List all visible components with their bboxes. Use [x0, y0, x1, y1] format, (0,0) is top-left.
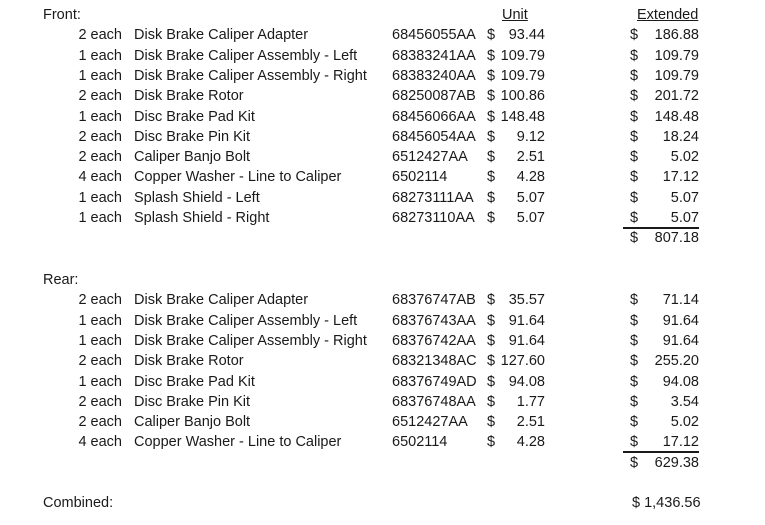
row-unit-price: 2.51	[516, 414, 545, 431]
extended-currency-symbol: $	[630, 393, 639, 410]
row-part-number: 68250087AB	[392, 88, 476, 105]
row-extended-price: 148.48	[654, 108, 699, 125]
row-description: Disk Brake Caliper Assembly - Right	[134, 332, 367, 349]
row-extended-price: 109.79	[654, 67, 699, 84]
row-unit-price: 1.77	[516, 393, 545, 410]
unit-currency-symbol: $	[487, 210, 496, 226]
row-unit-price: 94.08	[508, 373, 545, 390]
extended-currency-symbol: $	[630, 189, 639, 206]
row-unit-price: 5.07	[516, 210, 545, 226]
row-unit-price: 93.44	[508, 27, 545, 44]
section-label: Front:	[43, 7, 81, 23]
row-quantity: 1 each	[78, 332, 122, 349]
row-part-number: 6502114	[392, 434, 448, 451]
row-part-number: 6512427AA	[392, 414, 468, 431]
row-quantity: 2 each	[78, 149, 122, 166]
row-unit-price: 91.64	[508, 332, 545, 349]
row-part-number: 68273111AA	[392, 189, 474, 206]
row-description: Disc Brake Pin Kit	[134, 128, 251, 145]
section-label: Rear:	[43, 272, 79, 288]
row-quantity: 2 each	[78, 414, 122, 431]
extended-currency-symbol: $	[630, 414, 639, 431]
combined-total: $ 1,436.56	[632, 495, 701, 511]
subtotal-topline	[623, 228, 699, 229]
row-unit-price: 109.79	[500, 47, 545, 64]
extended-currency-symbol: $	[630, 47, 639, 64]
row-description: Splash Shield - Right	[134, 210, 270, 226]
row-part-number: 68376747AB	[392, 292, 476, 309]
row-part-number: 68383240AA	[392, 67, 476, 84]
row-description: Disk Brake Caliper Adapter	[134, 292, 309, 309]
unit-currency-symbol: $	[487, 292, 496, 309]
row-description: Splash Shield - Left	[134, 189, 260, 206]
row-extended-price: 94.08	[662, 373, 699, 390]
row-extended-price: 109.79	[654, 47, 699, 64]
unit-currency-symbol: $	[487, 434, 496, 451]
unit-currency-symbol: $	[487, 414, 496, 431]
extended-currency-symbol: $	[630, 373, 639, 390]
extended-column-header: Extended	[637, 7, 699, 23]
unit-currency-symbol: $	[487, 47, 496, 64]
row-description: Disk Brake Caliper Adapter	[134, 27, 309, 44]
extended-currency-symbol: $	[630, 332, 639, 349]
row-unit-price: 109.79	[500, 67, 545, 84]
row-quantity: 2 each	[78, 27, 122, 44]
row-extended-price: 5.02	[670, 414, 699, 431]
row-part-number: 68456066AA	[392, 108, 476, 125]
row-description: Disk Brake Rotor	[134, 88, 244, 105]
combined-label: Combined:	[43, 495, 114, 511]
unit-currency-symbol: $	[487, 149, 496, 166]
row-quantity: 2 each	[78, 88, 122, 105]
row-quantity: 1 each	[78, 47, 122, 64]
row-unit-price: 91.64	[508, 312, 545, 329]
unit-currency-symbol: $	[487, 108, 496, 125]
row-extended-price: 91.64	[662, 312, 699, 329]
row-description: Disc Brake Pin Kit	[134, 393, 251, 410]
unit-currency-symbol: $	[487, 27, 496, 44]
row-unit-price: 35.57	[508, 292, 545, 309]
subtotal-currency-symbol: $	[630, 230, 639, 247]
subtotal-currency-symbol: $	[630, 454, 639, 471]
row-extended-price: 17.12	[662, 169, 699, 186]
extended-currency-symbol: $	[630, 353, 639, 370]
row-unit-price: 127.60	[500, 353, 545, 370]
unit-currency-symbol: $	[487, 189, 496, 206]
row-extended-price: 255.20	[654, 353, 699, 370]
row-description: Disc Brake Pad Kit	[134, 373, 255, 390]
row-part-number: 6512427AA	[392, 149, 468, 166]
row-description: Disc Brake Pad Kit	[134, 108, 255, 125]
row-extended-price: 17.12	[662, 434, 699, 451]
extended-currency-symbol: $	[630, 169, 639, 186]
unit-currency-symbol: $	[487, 128, 496, 145]
extended-currency-symbol: $	[630, 27, 639, 44]
extended-currency-symbol: $	[630, 312, 639, 329]
extended-currency-symbol: $	[630, 88, 639, 105]
row-part-number: 68376743AA	[392, 312, 476, 329]
extended-currency-symbol: $	[630, 210, 639, 226]
unit-currency-symbol: $	[487, 312, 496, 329]
extended-currency-symbol: $	[630, 128, 639, 145]
row-description: Copper Washer - Line to Caliper	[134, 169, 342, 186]
row-part-number: 68456055AA	[392, 27, 476, 44]
row-quantity: 1 each	[78, 189, 122, 206]
unit-column-header: Unit	[502, 7, 528, 23]
unit-currency-symbol: $	[487, 393, 496, 410]
row-description: Disk Brake Caliper Assembly - Left	[134, 312, 358, 329]
row-unit-price: 100.86	[500, 88, 545, 105]
row-quantity: 2 each	[78, 128, 122, 145]
row-extended-price: 5.07	[670, 210, 699, 226]
extended-currency-symbol: $	[630, 434, 639, 451]
row-part-number: 68376742AA	[392, 332, 476, 349]
unit-currency-symbol: $	[487, 169, 496, 186]
row-extended-price: 91.64	[662, 332, 699, 349]
row-quantity: 2 each	[78, 292, 122, 309]
row-unit-price: 5.07	[516, 189, 545, 206]
row-extended-price: 71.14	[662, 292, 699, 309]
row-part-number: 6502114	[392, 169, 448, 186]
section-subtotal: 807.18	[654, 230, 699, 247]
row-quantity: 1 each	[78, 210, 122, 226]
row-part-number: 68321348AC	[392, 353, 477, 370]
unit-currency-symbol: $	[487, 353, 496, 370]
row-description: Caliper Banjo Bolt	[134, 414, 251, 431]
row-description: Disk Brake Caliper Assembly - Right	[134, 67, 367, 84]
unit-currency-symbol: $	[487, 332, 496, 349]
row-extended-price: 18.24	[662, 128, 699, 145]
row-description: Disk Brake Rotor	[134, 353, 244, 370]
row-quantity: 4 each	[78, 169, 122, 186]
row-description: Disk Brake Caliper Assembly - Left	[134, 47, 358, 64]
unit-currency-symbol: $	[487, 88, 496, 105]
extended-currency-symbol: $	[630, 108, 639, 125]
extended-currency-symbol: $	[630, 149, 639, 166]
row-extended-price: 3.54	[670, 393, 699, 410]
row-extended-price: 201.72	[654, 88, 699, 105]
row-description: Copper Washer - Line to Caliper	[134, 434, 342, 451]
row-unit-price: 148.48	[500, 108, 545, 125]
row-extended-price: 5.07	[670, 189, 699, 206]
extended-currency-symbol: $	[630, 292, 639, 309]
row-quantity: 1 each	[78, 312, 122, 329]
row-unit-price: 2.51	[516, 149, 545, 166]
extended-currency-symbol: $	[630, 67, 639, 84]
row-quantity: 1 each	[78, 108, 122, 125]
row-quantity: 2 each	[78, 393, 122, 410]
row-part-number: 68456054AA	[392, 128, 476, 145]
row-quantity: 4 each	[78, 434, 122, 451]
row-quantity: 2 each	[78, 353, 122, 370]
row-unit-price: 9.12	[516, 128, 545, 145]
unit-currency-symbol: $	[487, 67, 496, 84]
row-unit-price: 4.28	[516, 434, 545, 451]
row-description: Caliper Banjo Bolt	[134, 149, 251, 166]
unit-currency-symbol: $	[487, 373, 496, 390]
row-extended-price: 5.02	[670, 149, 699, 166]
row-extended-price: 186.88	[654, 27, 699, 44]
row-part-number: 68383241AA	[392, 47, 476, 64]
row-quantity: 1 each	[78, 67, 122, 84]
section-subtotal: 629.38	[654, 454, 699, 471]
row-part-number: 68376749AD	[392, 373, 477, 390]
row-unit-price: 4.28	[516, 169, 545, 186]
row-part-number: 68376748AA	[392, 393, 476, 410]
row-part-number: 68273110AA	[392, 210, 475, 226]
subtotal-topline	[623, 452, 699, 453]
row-quantity: 1 each	[78, 373, 122, 390]
